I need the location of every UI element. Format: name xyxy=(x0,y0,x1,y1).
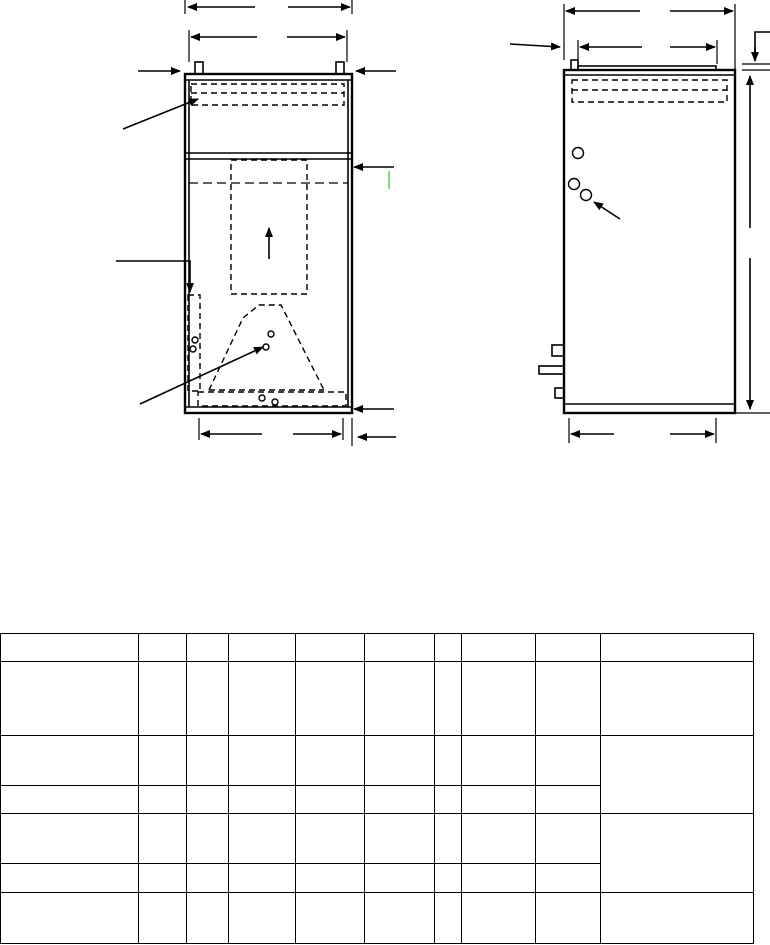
table-cell xyxy=(536,736,601,786)
table-cell xyxy=(296,736,365,786)
table-cell xyxy=(601,662,754,736)
table-cell xyxy=(1,893,139,944)
drain-hole xyxy=(259,395,265,401)
top-offset-bracket xyxy=(755,32,770,55)
table-cell xyxy=(296,634,365,662)
knockout-hole xyxy=(581,190,592,201)
table-cell xyxy=(435,662,462,736)
table-cell xyxy=(187,662,229,736)
table-row xyxy=(1,662,754,736)
table-cell xyxy=(462,786,536,814)
table-cell xyxy=(365,662,435,736)
table-cell xyxy=(229,634,296,662)
side-view xyxy=(510,4,770,443)
table-cell xyxy=(229,864,296,893)
line-hole xyxy=(268,331,274,337)
table-cell xyxy=(187,893,229,944)
drain-hole xyxy=(272,399,278,405)
table-cell xyxy=(462,814,536,864)
drain-hole xyxy=(190,346,196,352)
table-cell xyxy=(462,662,536,736)
front-bottom-width-dimension xyxy=(199,418,352,446)
table-cell xyxy=(139,662,187,736)
table-cell xyxy=(187,814,229,864)
table-cell xyxy=(187,864,229,893)
table-cell xyxy=(435,893,462,944)
table-cell xyxy=(365,864,435,893)
side-bottom-depth-dimension xyxy=(569,418,716,443)
refrigerant-stub xyxy=(552,345,564,356)
front-inner-width-dimension xyxy=(189,30,347,62)
front-overall-width-dimension xyxy=(185,0,352,14)
table-cell xyxy=(435,786,462,814)
refrigerant-stub xyxy=(555,388,564,398)
table-cell-merged xyxy=(601,814,754,893)
line-hole xyxy=(263,344,269,350)
knockout-leader-arrow xyxy=(594,202,620,219)
side-inner-depth-dimension xyxy=(578,40,717,64)
blower-housing-hidden xyxy=(231,160,307,294)
coil-leader-arrow xyxy=(140,347,263,404)
table-cell xyxy=(296,893,365,944)
table-cell xyxy=(1,786,139,814)
table-cell xyxy=(365,786,435,814)
side-overall-depth-dimension xyxy=(564,4,735,70)
table-cell xyxy=(536,893,601,944)
table-cell xyxy=(187,736,229,786)
table-cell xyxy=(139,893,187,944)
dimension-drawing xyxy=(0,0,770,470)
table-cell xyxy=(536,786,601,814)
table-cell xyxy=(296,814,365,864)
table-cell xyxy=(462,736,536,786)
table-cell xyxy=(435,864,462,893)
table-cell xyxy=(139,736,187,786)
table-cell xyxy=(365,736,435,786)
table-cell xyxy=(139,634,187,662)
table-cell xyxy=(462,864,536,893)
table-cell xyxy=(139,814,187,864)
front-top-filter-hidden xyxy=(191,84,344,105)
table-cell xyxy=(296,662,365,736)
table-cell xyxy=(139,786,187,814)
table-cell xyxy=(1,736,139,786)
side-top-filter-hidden xyxy=(572,80,727,102)
table-cell-merged xyxy=(601,736,754,814)
table-cell xyxy=(229,662,296,736)
table-cell xyxy=(139,864,187,893)
table-cell xyxy=(435,634,462,662)
table-cell xyxy=(462,634,536,662)
table-cell xyxy=(536,864,601,893)
side-cabinet xyxy=(564,70,735,413)
knockout-hole xyxy=(573,148,584,159)
table-cell xyxy=(536,634,601,662)
front-view xyxy=(116,0,396,446)
side-flange-arrow xyxy=(510,44,560,47)
table-cell xyxy=(601,893,754,944)
table-cell xyxy=(536,662,601,736)
table-cell xyxy=(296,786,365,814)
table-cell xyxy=(187,634,229,662)
table-cell xyxy=(1,814,139,864)
table-row xyxy=(1,736,754,786)
table-cell xyxy=(296,864,365,893)
top-connector-right xyxy=(336,62,344,74)
table-cell xyxy=(601,634,754,662)
knockout-hole xyxy=(569,179,580,190)
drain-hole xyxy=(192,337,198,343)
table-cell xyxy=(229,786,296,814)
table-cell xyxy=(187,786,229,814)
drain-leader-line xyxy=(116,261,190,287)
table-row xyxy=(1,893,754,944)
table-cell xyxy=(365,893,435,944)
table-header-row xyxy=(1,634,754,662)
table-cell xyxy=(1,864,139,893)
table-cell xyxy=(1,662,139,736)
table-cell xyxy=(435,736,462,786)
table-cell xyxy=(462,893,536,944)
dimension-table xyxy=(0,633,754,944)
table-cell xyxy=(365,814,435,864)
table-cell xyxy=(435,814,462,864)
table-cell xyxy=(229,893,296,944)
filter-leader-arrow xyxy=(123,99,198,129)
table-cell xyxy=(365,634,435,662)
table-cell xyxy=(1,634,139,662)
table-cell xyxy=(229,814,296,864)
refrigerant-stub xyxy=(539,366,564,374)
side-top-connector xyxy=(571,60,578,70)
table-row xyxy=(1,814,754,864)
table-cell xyxy=(536,814,601,864)
top-connector-left xyxy=(195,62,203,74)
table-cell xyxy=(229,736,296,786)
